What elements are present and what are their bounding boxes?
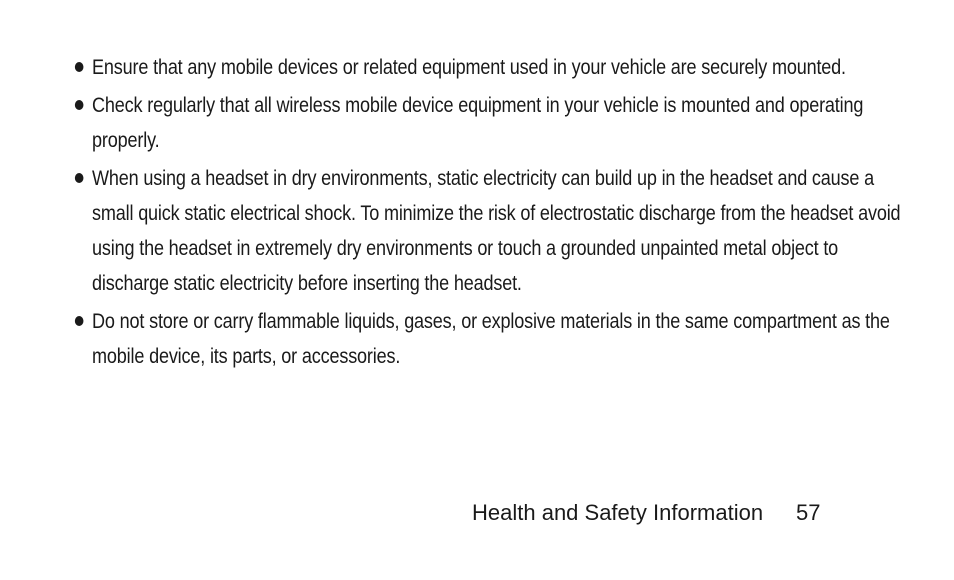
page-number: 57 [796, 500, 821, 525]
list-item [74, 50, 905, 85]
bullet-text: Check regularly that all wireless mobile device equipment in your vehicle is mounted and operating properly. [92, 94, 864, 152]
list-item [74, 161, 905, 301]
bullet-icon [75, 100, 84, 110]
list-item [74, 88, 905, 158]
bullet-icon [75, 173, 84, 183]
safety-bullet-list [74, 50, 901, 377]
bullet-text: When using a headset in dry environments, static electricity can build up in the headset and cause a small quick static electrical shock. To minimize the risk of electrostatic discharge from the headset avoid using the headset in extremely dry environments or touch a grounded unpainted metal object to discharge static electricity before inserting the headset. [92, 167, 901, 295]
bullet-icon [75, 316, 84, 326]
footer-section-title: Health and Safety Information [472, 500, 764, 525]
bullet-text: Ensure that any mobile devices or related equipment used in your vehicle are securely mounted. [92, 56, 846, 79]
bullet-icon [75, 62, 84, 72]
list-item [74, 304, 905, 374]
bullet-text: Do not store or carry flammable liquids, gases, or explosive materials in the same compartment as the mobile device, its parts, or accessories. [92, 310, 890, 368]
